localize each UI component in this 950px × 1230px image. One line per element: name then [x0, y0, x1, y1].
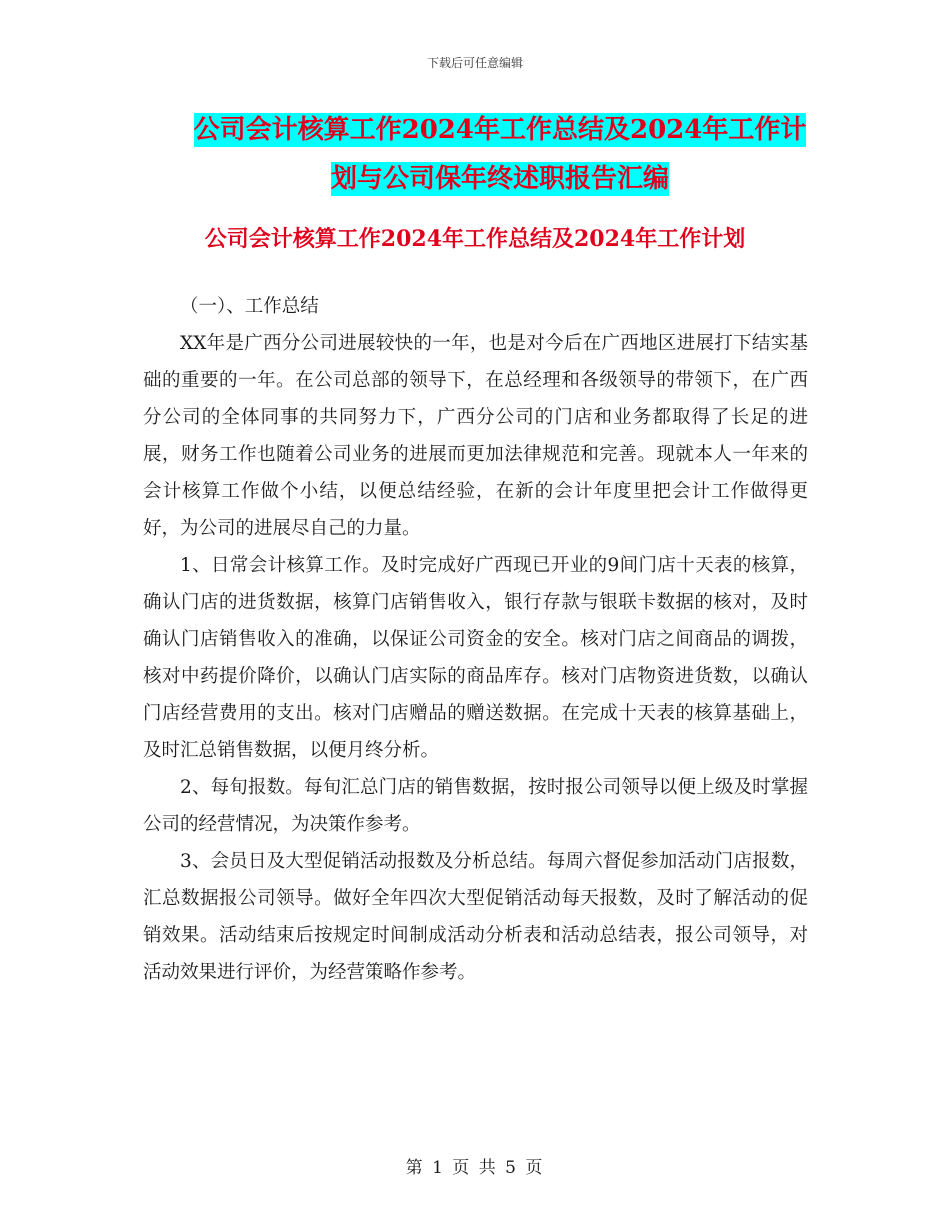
document-body	[143, 288, 808, 991]
section-heading: （一）、工作总结	[180, 296, 319, 317]
paragraph-item-3: 3、会员日及大型促销活动报数及分析总结。每周六督促参加活动门店报数，汇总数据报公司领导。做好全年四次大型促销活动每天报数，及时了解活动的促销效果。活动结束后按规定时间制成活动分析表和活动总结表，报公司领导，对活动效果进行评价，为经营策略作参考。	[143, 851, 808, 983]
document-title-line-2: 划与公司保年终述职报告汇编	[330, 164, 669, 194]
document-title-line-1: 公司会计核算工作2024年工作总结及2024年工作计	[193, 115, 807, 145]
document-title	[140, 106, 860, 204]
page-header-note: 下载后可任意编辑	[426, 56, 523, 70]
paragraph-intro: XX年是广西分公司进展较快的一年，也是对今后在广西地区进展打下结实基础的重要的一年。在公司总部的领导下，在总经理和各级领导的带领下，在广西分公司的全体同事的共同努力下，广西分公司的门店和业务都取得了长足的进展，财务工作也随着公司业务的进展而更加法律规范和完善。现就本人一年来的会计核算工作做个小结，以便总结经验，在新的会计年度里把会计工作做得更好，为公司的进展尽自己的力量。	[143, 333, 808, 539]
paragraph-item-1: 1、日常会计核算工作。及时完成好广西现已开业的9间门店十天表的核算，确认门店的进货数据，核算门店销售收入，银行存款与银联卡数据的核对，及时确认门店销售收入的准确，以保证公司资金的安全。核对门店之间商品的调拨，核对中药提价降价，以确认门店实际的商品库存。核对门店物资进货数，以确认门店经营费用的支出。核对门店赠品的赠送数据。在完成十天表的核算基础上，及时汇总销售数据，以便月终分析。	[143, 555, 808, 761]
paragraph-item-2: 2、每旬报数。每旬汇总门店的销售数据，按时报公司领导以便上级及时掌握公司的经营情况，为决策作参考。	[143, 777, 808, 835]
page-number: 第 1 页 共 5 页	[405, 1158, 545, 1178]
section-title: 公司会计核算工作2024年工作总结及2024年工作计划	[204, 226, 746, 252]
